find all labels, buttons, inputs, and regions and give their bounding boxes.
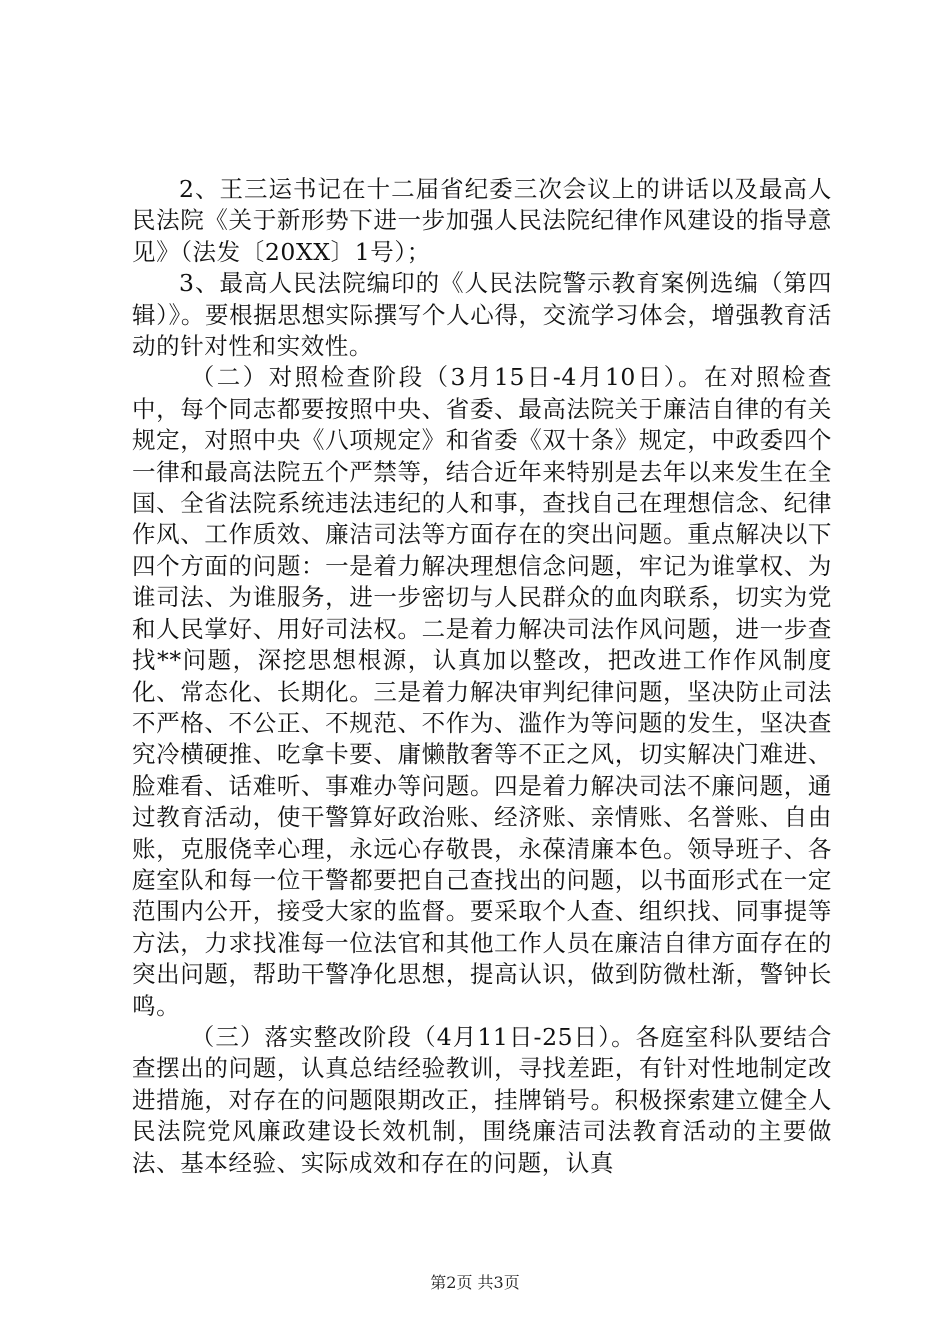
page-number-footer: 第2页 共3页 [430, 1273, 520, 1292]
document-body [132, 174, 832, 1179]
paragraph-item-2: 2、王三运书记在十二届省纪委三次会议上的讲话以及最高人民法院《关于新形势下进一步加强人民法院纪律作风建设的指导意见》（法发〔20XX〕1号）； [132, 175, 832, 266]
paragraph-stage-3-rectification: （三）落实整改阶段（4月11日-25日）。各庭室科队要结合查摆出的问题，认真总结经验教训，寻找差距，有针对性地制定改进措施，对存在的问题限期改正，挂牌销号。积极探索建立健全人民法院党风廉政建设长效机制，围绕廉洁司法教育活动的主要做法、基本经验、实际成效和存在的问题，认真 [132, 1022, 832, 1177]
paragraph-item-3: 3、最高人民法院编印的《人民法院警示教育案例选编（第四辑）》。要根据思想实际撰写个人心得，交流学习体会，增强教育活动的针对性和实效性。 [132, 269, 832, 361]
paragraph-stage-2-review: （二）对照检查阶段（3月15日-4月10日）。在对照检查中，每个同志都要按照中央、省委、最高法院关于廉洁自律的有关规定，对照中央《八项规定》和省委《双十条》规定，中政委四个一律和最高法院五个严禁等，结合近年来特别是去年以来发生在全国、全省法院系统违法违纪的人和事，查找自己在理想信念、纪律作风、工作质效、廉洁司法等方面存在的突出问题。重点解决以下四个方面的问题：一是着力解决理想信念问题，牢记为谁掌权、为谁司法、为谁服务，进一步密切与人民群众的血肉联系，切实为党和人民掌好、用好司法权。二是着力解决司法作风问题，进一步查找**问题，深挖思想根源，认真加以整改，把改进工作作风制度化、常态化、长期化。三是着力解决审判纪律问题，坚决防止司法不严格、不公正、不规范、不作为、滥作为等问题的发生，坚决查究冷横硬推、吃拿卡要、庸懒散奢等不正之风，切实解决门难进、脸难看、话难听、事难办等问题。四是着力解决司法不廉问题，通过教育活动，使干警算好政治账、经济账、亲情账、名誉账、自由账，克服侥幸心理，永远心存敬畏，永葆清廉本色。领导班子、各庭室队和每一位干警都要把自己查找出的问题，以书面形式在一定范围内公开，接受大家的监督。要采取个人查、组织找、同事提等方法，力求找准每一位法官和其他工作人员在廉洁自律方面存在的突出问题，帮助干警净化思想，提高认识，做到防微杜渐，警钟长鸣。 [132, 363, 832, 1020]
